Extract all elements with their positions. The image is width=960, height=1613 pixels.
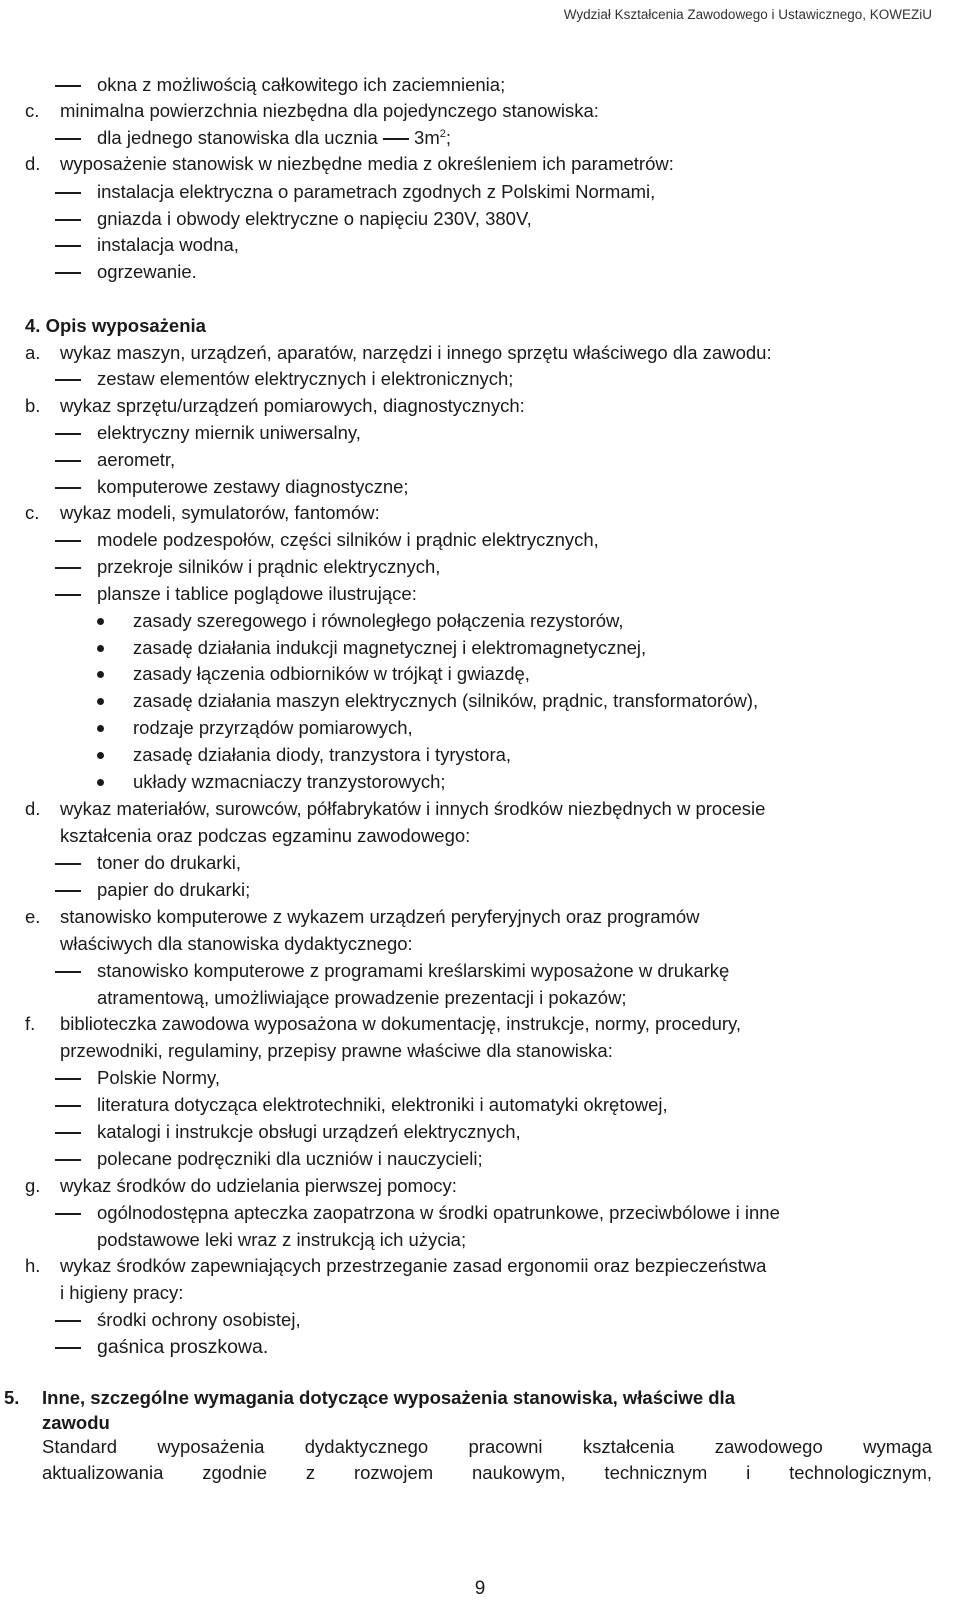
list-item: minimalna powierzchnia niezbędna dla pojedynczego stanowiska: [60, 100, 599, 121]
list-item-continued: i higieny pracy: [60, 1282, 184, 1303]
list-item: układy wzmacniaczy tranzystorowych; [133, 771, 446, 792]
text-part: dla jednego stanowiska dla ucznia [97, 127, 383, 148]
dash-marker [55, 1105, 81, 1107]
list-label: b. [25, 395, 41, 416]
list-item: aerometr, [97, 449, 176, 470]
section-heading-continued: zawodu [42, 1412, 110, 1433]
list-item: wykaz środków zapewniających przestrzeganie zasad ergonomii oraz bezpieczeństwa [60, 1255, 767, 1276]
dash-marker [55, 487, 81, 489]
list-item: gaśnica proszkowa. [97, 1336, 269, 1358]
list-item: stanowisko komputerowe z wykazem urządzeń peryferyjnych oraz programów [60, 906, 700, 927]
list-item: elektryczny miernik uniwersalny, [97, 422, 361, 443]
dash-marker [55, 379, 81, 381]
bullet-marker [97, 779, 104, 786]
list-item: wykaz modeli, symulatorów, fantomów: [60, 502, 380, 523]
list-item: toner do drukarki, [97, 852, 241, 873]
superscript: 2 [439, 127, 446, 140]
dash-marker [55, 85, 81, 87]
list-item-continued: przewodniki, regulaminy, przepisy prawne właściwe dla stanowiska: [60, 1040, 613, 1061]
list-item-continued: kształcenia oraz podczas egzaminu zawodowego: [60, 825, 471, 846]
list-item: okna z możliwością całkowitego ich zaciemnienia; [97, 74, 506, 95]
list-item: wyposażenie stanowisk w niezbędne media z określeniem ich parametrów: [60, 153, 674, 174]
list-item: gniazda i obwody elektryczne o napięciu 230V, 380V, [97, 208, 532, 229]
list-item-continued: podstawowe leki wraz z instrukcją ich użycia; [97, 1229, 467, 1250]
list-item [97, 126, 451, 150]
list-item: papier do drukarki; [97, 879, 251, 900]
bullet-marker [97, 618, 104, 625]
list-label: c. [25, 100, 40, 121]
list-item: biblioteczka zawodowa wyposażona w dokumentację, instrukcje, normy, procedury, [60, 1013, 742, 1034]
list-item: zasadę działania indukcji magnetycznej i elektromagnetycznej, [133, 637, 647, 658]
dash-marker [55, 245, 81, 247]
paragraph-line: aktualizowania zgodnie z rozwojem naukowym, technicznym i technologicznym, [42, 1462, 932, 1483]
paragraph-line: Standard wyposażenia dydaktycznego pracowni kształcenia zawodowego wymaga [42, 1436, 932, 1457]
list-item: wykaz materiałów, surowców, półfabrykatów i innych środków niezbędnych w procesie [60, 798, 766, 819]
list-item: instalacja elektryczna o parametrach zgodnych z Polskimi Normami, [97, 181, 656, 202]
dash-marker [55, 1320, 81, 1322]
bullet-marker [97, 671, 104, 678]
dash-marker [55, 1213, 81, 1215]
dash-marker [55, 594, 81, 596]
list-item: polecane podręczniki dla uczniów i nauczycieli; [97, 1148, 483, 1169]
dash-marker [55, 1078, 81, 1080]
dash-marker [55, 971, 81, 973]
list-item: zasadę działania diody, tranzystora i tyrystora, [133, 744, 512, 765]
dash-marker [55, 460, 81, 462]
list-item: ogólnodostępna apteczka zaopatrzona w środki opatrunkowe, przeciwbólowe i inne [97, 1202, 780, 1223]
dash-marker [55, 138, 81, 140]
list-item: wykaz środków do udzielania pierwszej pomocy: [60, 1175, 457, 1196]
list-label: h. [25, 1255, 41, 1276]
dash-marker [55, 1132, 81, 1134]
inline-dash [383, 138, 409, 140]
bullet-marker [97, 645, 104, 652]
dash-marker [55, 890, 81, 892]
dash-marker [55, 540, 81, 542]
section-heading: Inne, szczególne wymagania dotyczące wyposażenia stanowiska, właściwe dla [42, 1387, 735, 1408]
list-item-continued: właściwych dla stanowiska dydaktycznego: [60, 933, 413, 954]
dash-marker [55, 272, 81, 274]
list-item: wykaz sprzętu/urządzeń pomiarowych, diagnostycznych: [60, 395, 525, 416]
list-label: f. [25, 1013, 36, 1034]
dash-marker [55, 567, 81, 569]
list-item: instalacja wodna, [97, 234, 239, 255]
dash-marker [55, 863, 81, 865]
list-item: stanowisko komputerowe z programami kreślarskimi wyposażone w drukarkę [97, 960, 730, 981]
list-item: ogrzewanie. [97, 261, 197, 282]
text-part: 3m [408, 127, 440, 148]
list-label: g. [25, 1175, 41, 1196]
list-item: zasady łączenia odbiorników w trójkąt i gwiazdę, [133, 663, 530, 684]
list-label: c. [25, 502, 40, 523]
page-header: Wydział Kształcenia Zawodowego i Ustawicznego, KOWEZiU [563, 7, 932, 22]
dash-marker [55, 433, 81, 435]
list-item: katalogi i instrukcje obsługi urządzeń elektrycznych, [97, 1121, 521, 1142]
dash-marker [55, 219, 81, 221]
page-number: 9 [474, 1578, 486, 1599]
list-label: a. [25, 342, 41, 363]
list-item: wykaz maszyn, urządzeń, aparatów, narzędzi i innego sprzętu właściwego dla zawodu: [60, 342, 772, 363]
list-item: Polskie Normy, [97, 1067, 221, 1088]
list-label: d. [25, 153, 41, 174]
list-item: przekroje silników i prądnic elektrycznych, [97, 556, 441, 577]
bullet-marker [97, 698, 104, 705]
bullet-marker [97, 725, 104, 732]
dash-marker [55, 1159, 81, 1161]
list-item: komputerowe zestawy diagnostyczne; [97, 476, 409, 497]
dash-marker [55, 1347, 81, 1349]
dash-marker [55, 192, 81, 194]
list-item: zestaw elementów elektrycznych i elektronicznych; [97, 368, 514, 389]
list-item: plansze i tablice poglądowe ilustrujące: [97, 583, 417, 604]
list-item-continued: atramentową, umożliwiające prowadzenie prezentacji i pokazów; [97, 987, 627, 1008]
list-item: rodzaje przyrządów pomiarowych, [133, 717, 413, 738]
list-item: modele podzespołów, części silników i prądnic elektrycznych, [97, 529, 599, 550]
bullet-marker [97, 752, 104, 759]
list-item: środki ochrony osobistej, [97, 1309, 301, 1330]
list-label: e. [25, 906, 41, 927]
list-item: zasady szeregowego i równoległego połączenia rezystorów, [133, 610, 624, 631]
section-heading: 4. Opis wyposażenia [25, 315, 206, 336]
section-number: 5. [4, 1387, 20, 1408]
list-label: d. [25, 798, 41, 819]
text-part: ; [445, 127, 452, 148]
list-item: zasadę działania maszyn elektrycznych (silników, prądnic, transformatorów), [133, 690, 759, 711]
list-item: literatura dotycząca elektrotechniki, elektroniki i automatyki okrętowej, [97, 1094, 668, 1115]
